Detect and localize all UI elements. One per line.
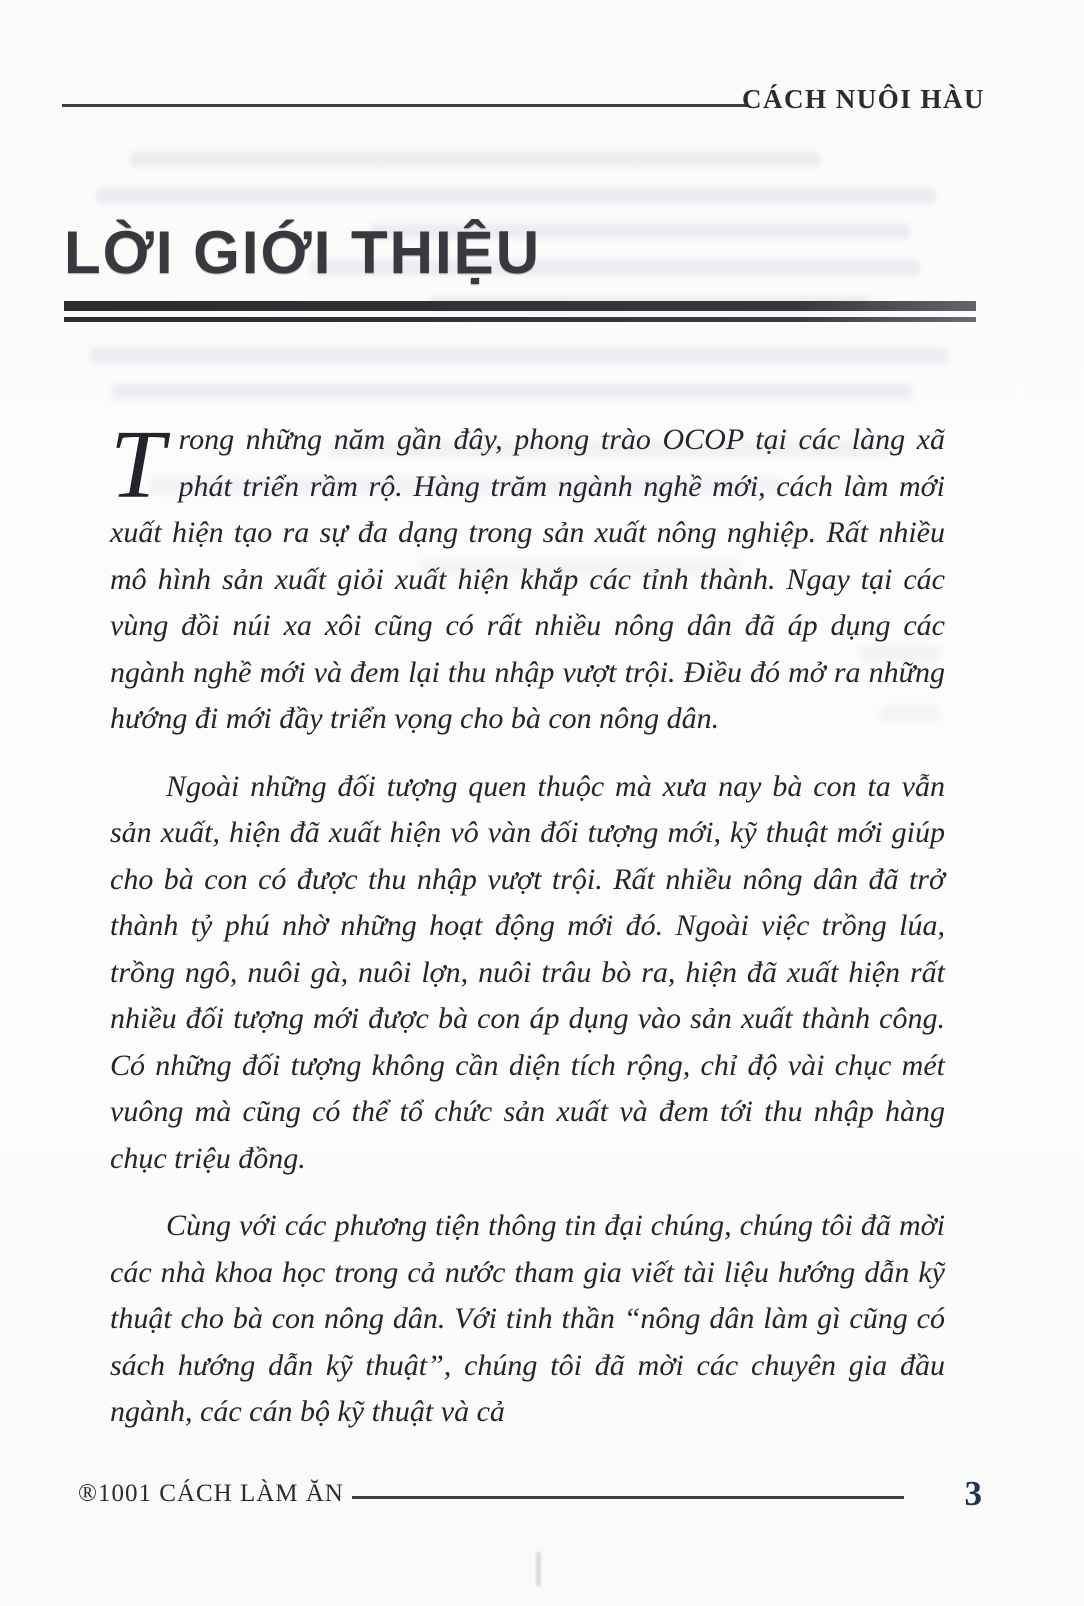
dropcap: T [110, 411, 165, 519]
page-title: LỜI GIỚI THIỆU [64, 219, 542, 286]
paragraph [110, 411, 945, 743]
bleed-through-artifact [112, 384, 912, 399]
header-rule [62, 104, 748, 107]
body-text [110, 411, 945, 1436]
page-number: 3 [964, 1474, 982, 1513]
imprint: ®1001 CÁCH LÀM ĂN [78, 1480, 344, 1507]
paragraph: Ngoài những đối tượng quen thuộc mà xưa nay bà con ta vẫn sản xuất, hiện đã xuất hiện vô vàn đối tượng mới, kỹ thuật mới giúp cho bà con có được thu nhập vượt trội. Rất nhiều nông dân đã trở thành tỷ phú nhờ những hoạt động mới đó. Ngoài việc trồng lúa, trồng ngô, nuôi gà, nuôi lợn, nuôi trâu bò ra, hiện đã xuất hiện rất nhiều đối tượng mới được bà con áp dụng vào sản xuất thành công. Có những đối tượng không cần diện tích rộng, chỉ độ vài chục mét vuông mà cũng có thể tổ chức sản xuất và đem tới thu nhập hàng chục triệu đồng. [110, 769, 945, 1175]
title-rule-bottom [64, 317, 976, 322]
title-rule-top [64, 301, 976, 311]
bleed-through-artifact [536, 1552, 541, 1586]
bleed-through-artifact [90, 348, 948, 363]
bleed-through-artifact [130, 152, 820, 167]
bleed-through-artifact [96, 188, 936, 203]
paragraph-text: rong những năm gần đây, phong trào OCOP tại các làng xã phát triển rầm rộ. Hàng trăm ngành nghề mới, cách làm mới xuất hiện tạo ra sự đa dạng trong sản xuất nông nghiệp. Rất nhiều mô hình sản xuất giỏi xuất hiện khắp các tỉnh thành. Ngay tại các vùng đồi núi xa xôi cũng có rất nhiều nông dân đã áp dụng các ngành nghề mới và đem lại thu nhập vượt trội. Điều đó mở ra những hướng đi mới đầy triển vọng cho bà con nông dân. [110, 423, 945, 735]
footer-rule [352, 1496, 904, 1499]
title-block [64, 218, 976, 322]
paragraph: Cùng với các phương tiện thông tin đại chúng, chúng tôi đã mời các nhà khoa học trong cả nước tham gia viết tài liệu hướng dẫn kỹ thuật cho bà con nông dân. Với tinh thần “nông dân làm gì cũng có sách hướng dẫn kỹ thuật”, chúng tôi đã mời các chuyên gia đầu ngành, các cán bộ kỹ thuật và cả [110, 1209, 945, 1428]
running-title: CÁCH NUÔI HÀU [741, 84, 985, 114]
